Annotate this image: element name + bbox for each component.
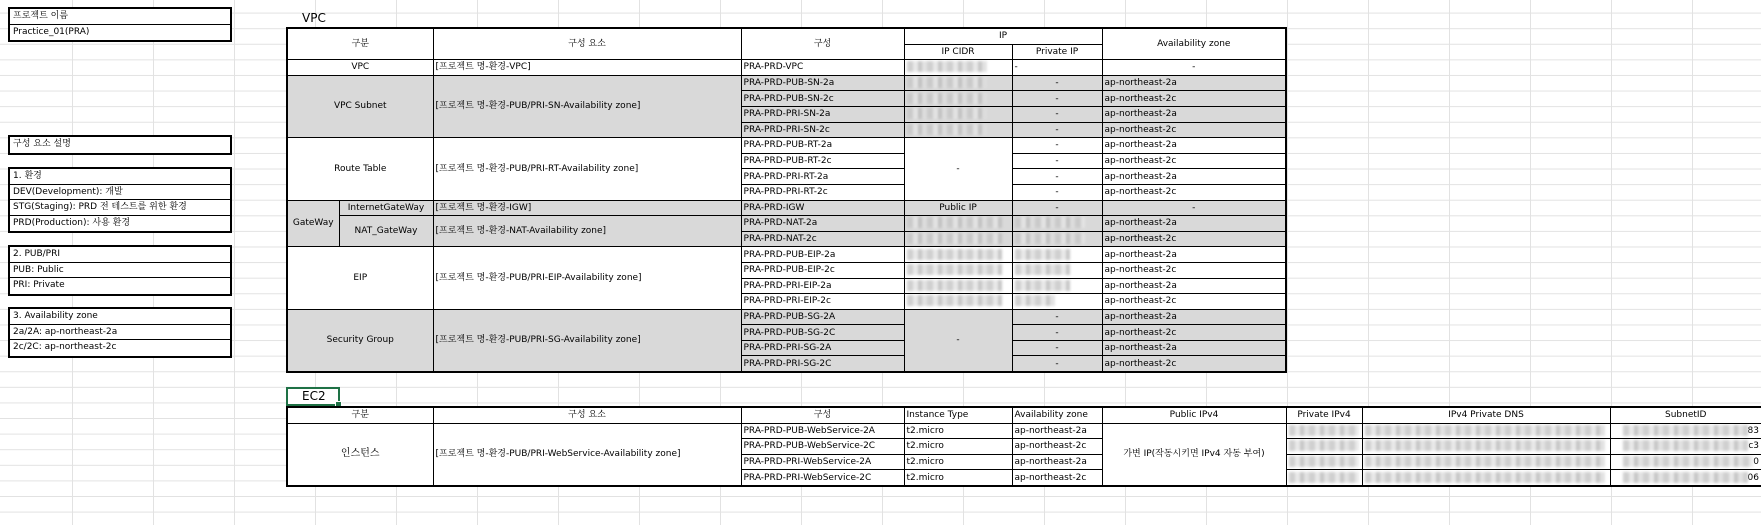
az-cell: ap-northeast-2c <box>1102 262 1286 278</box>
table-row <box>287 138 1286 154</box>
az-cell: ap-northeast-2c <box>1012 439 1102 455</box>
env-desc-3: PRD(Production): 사용 환경 <box>13 217 131 228</box>
config-cell: PRA-PRD-PUB-RT-2a <box>741 138 904 154</box>
subnet-id-cell <box>1610 454 1761 470</box>
ip-cidr-redacted <box>904 60 1012 76</box>
private-ip-redacted <box>1012 247 1102 263</box>
table-row <box>287 75 1286 91</box>
subnet-id-cell <box>1610 470 1761 486</box>
table-row <box>287 216 1286 232</box>
config-cell: PRA-PRD-IGW <box>741 200 904 216</box>
ip-cidr-redacted <box>904 247 1012 263</box>
config-cell: PRA-PRD-NAT-2a <box>741 216 904 232</box>
config-cell: PRA-PRD-PUB-SG-2C <box>741 325 904 341</box>
component-cell: [프로젝트 명-환경-VPC] <box>433 60 741 76</box>
private-ip-cell: - <box>1012 325 1102 341</box>
ip-cidr-redacted <box>904 75 1012 91</box>
ec2-header-public-ipv4: Public IPv4 <box>1102 407 1286 423</box>
az-cell: ap-northeast-2c <box>1102 153 1286 169</box>
component-cell: [프로젝트 명-환경-PUB/PRI-RT-Availability zone] <box>433 138 741 200</box>
private-ip-redacted <box>1012 262 1102 278</box>
component-desc-title-text: 구성 요소 설명 <box>13 139 71 149</box>
subnet-id-cell <box>1610 423 1761 439</box>
az-cell: - <box>1102 200 1286 216</box>
private-ip-cell: - <box>1012 184 1102 200</box>
instance-type-cell: t2.micro <box>904 423 1012 439</box>
group-igw: InternetGateWay <box>339 200 433 216</box>
private-ip-redacted <box>1012 294 1102 310</box>
config-cell: PRA-PRD-PRI-RT-2c <box>741 184 904 200</box>
private-ip-cell: - <box>1012 60 1102 76</box>
private-ip-cell: - <box>1012 309 1102 325</box>
ip-cidr-redacted <box>904 122 1012 138</box>
az-cell: ap-northeast-2a <box>1102 247 1286 263</box>
component-cell: [프로젝트 명-환경-PUB/PRI-EIP-Availability zone] <box>433 247 741 309</box>
group-security-group: Security Group <box>287 309 433 372</box>
pubpri-desc-box <box>8 245 232 296</box>
component-cell: [프로젝트 명-환경-NAT-Availability zone] <box>433 216 741 247</box>
pubpri-desc-1: PUB: Public <box>10 263 230 279</box>
config-cell: PRA-PRD-PUB-SN-2a <box>741 75 904 91</box>
config-cell: PRA-PRD-PRI-SG-2C <box>741 356 904 372</box>
az-desc-2: 2c/2C: ap-northeast-2c <box>13 342 117 353</box>
ec2-header-config: 구성 <box>741 407 904 423</box>
az-cell: ap-northeast-2c <box>1102 231 1286 247</box>
private-ip-cell: - <box>1012 153 1102 169</box>
ec2-header-az: Availability zone <box>1012 407 1102 423</box>
component-desc-title <box>8 135 232 155</box>
ip-cidr-redacted <box>904 231 1012 247</box>
env-desc-0: 1. 환경 <box>10 169 230 185</box>
group-instance: 인스턴스 <box>287 423 433 486</box>
vpc-header-az: Availability zone <box>1102 28 1286 60</box>
group-vpc-subnet: VPC Subnet <box>287 75 433 137</box>
instance-type-cell: t2.micro <box>904 439 1012 455</box>
ip-cidr-cell: - <box>904 309 1012 372</box>
private-dns-redacted <box>1362 439 1610 455</box>
ec2-table <box>286 406 1761 487</box>
group-gateway: GateWay <box>287 200 339 247</box>
group-nat: NAT_GateWay <box>339 216 433 247</box>
ec2-header-private-dns: IPv4 Private DNS <box>1362 407 1610 423</box>
vpc-header-config: 구성 <box>741 28 904 60</box>
group-eip: EIP <box>287 247 433 309</box>
ip-cidr-redacted <box>904 262 1012 278</box>
cell-selection-cursor[interactable] <box>286 387 340 406</box>
private-dns-redacted <box>1362 470 1610 486</box>
az-cell: ap-northeast-2c <box>1102 294 1286 310</box>
config-cell: PRA-PRD-PUB-SG-2A <box>741 309 904 325</box>
private-ipv4-redacted <box>1286 454 1362 470</box>
private-ipv4-redacted <box>1286 423 1362 439</box>
private-ip-cell: - <box>1012 200 1102 216</box>
instance-type-cell: t2.micro <box>904 470 1012 486</box>
component-cell: [프로젝트 명-환경-IGW] <box>433 200 741 216</box>
az-cell: ap-northeast-2a <box>1012 423 1102 439</box>
az-cell: ap-northeast-2a <box>1102 138 1286 154</box>
ec2-header-private-ipv4: Private IPv4 <box>1286 407 1362 423</box>
az-cell: ap-northeast-2a <box>1102 309 1286 325</box>
config-cell: PRA-PRD-VPC <box>741 60 904 76</box>
ip-cidr-cell: Public IP <box>904 200 1012 216</box>
az-cell: ap-northeast-2c <box>1102 91 1286 107</box>
subnet-id-tail: 06 <box>1747 472 1759 483</box>
ec2-header-category: 구분 <box>287 407 433 423</box>
ip-cidr-redacted <box>904 294 1012 310</box>
ip-cidr-redacted <box>904 278 1012 294</box>
table-row <box>287 309 1286 325</box>
az-cell: ap-northeast-2c <box>1102 325 1286 341</box>
private-ip-redacted <box>1012 278 1102 294</box>
subnet-id-tail: 0 <box>1753 457 1759 468</box>
config-cell: PRA-PRD-PUB-RT-2c <box>741 153 904 169</box>
env-desc-box <box>8 167 232 233</box>
subnet-id-cell <box>1610 439 1761 455</box>
private-ip-cell: - <box>1012 138 1102 154</box>
ec2-section-title: EC2 <box>302 389 326 403</box>
env-desc-2: STG(Staging): PRD 전 테스트를 위한 환경 <box>10 200 230 216</box>
table-row <box>287 60 1286 76</box>
private-ip-cell: - <box>1012 356 1102 372</box>
component-cell: [프로젝트 명-환경-PUB/PRI-SN-Availability zone] <box>433 75 741 137</box>
config-cell: PRA-PRD-PRI-WebService-2C <box>741 470 904 486</box>
config-cell: PRA-PRD-PRI-SN-2c <box>741 122 904 138</box>
table-row <box>287 423 1761 439</box>
az-cell: - <box>1102 60 1286 76</box>
table-row <box>287 200 1286 216</box>
project-name-label: 프로젝트 이름 <box>10 9 230 25</box>
pubpri-desc-0: 2. PUB/PRI <box>10 247 230 263</box>
config-cell: PRA-PRD-PUB-WebService-2A <box>741 423 904 439</box>
az-desc-0: 3. Availability zone <box>10 309 230 325</box>
vpc-section-title: VPC <box>302 11 326 25</box>
vpc-header-category: 구분 <box>287 28 433 60</box>
private-ip-cell: - <box>1012 122 1102 138</box>
group-route-table: Route Table <box>287 138 433 200</box>
component-cell: [프로젝트 명-환경-PUB/PRI-SG-Availability zone] <box>433 309 741 372</box>
group-vpc: VPC <box>287 60 433 76</box>
az-cell: ap-northeast-2c <box>1102 122 1286 138</box>
ip-cidr-redacted <box>904 91 1012 107</box>
az-cell: ap-northeast-2a <box>1102 169 1286 185</box>
ec2-header-component: 구성 요소 <box>433 407 741 423</box>
config-cell: PRA-PRD-PRI-WebService-2A <box>741 454 904 470</box>
az-desc-box <box>8 307 232 358</box>
vpc-header-component: 구성 요소 <box>433 28 741 60</box>
private-ip-cell: - <box>1012 169 1102 185</box>
az-cell: ap-northeast-2a <box>1102 75 1286 91</box>
az-cell: ap-northeast-2a <box>1102 278 1286 294</box>
config-cell: PRA-PRD-PRI-SN-2a <box>741 106 904 122</box>
config-cell: PRA-PRD-PRI-EIP-2a <box>741 278 904 294</box>
subnet-id-tail: c3 <box>1748 441 1759 452</box>
private-ip-cell: - <box>1012 340 1102 356</box>
vpc-header-ip: IP <box>904 28 1102 44</box>
vpc-header-ip-cidr: IP CIDR <box>904 44 1012 60</box>
private-ip-cell: - <box>1012 106 1102 122</box>
private-ip-cell: - <box>1012 75 1102 91</box>
private-ip-redacted <box>1012 231 1102 247</box>
public-ipv4-note: 가변 IP(작동시키면 IPv4 자동 부여) <box>1102 423 1286 486</box>
private-ip-redacted <box>1012 216 1102 232</box>
vpc-table <box>286 27 1287 373</box>
config-cell: PRA-PRD-PRI-RT-2a <box>741 169 904 185</box>
az-cell: ap-northeast-2a <box>1012 454 1102 470</box>
project-name-box <box>8 7 232 42</box>
az-cell: ap-northeast-2a <box>1102 106 1286 122</box>
az-cell: ap-northeast-2c <box>1102 356 1286 372</box>
pubpri-desc-2: PRI: Private <box>13 280 65 291</box>
az-desc-1: 2a/2A: ap-northeast-2a <box>10 325 230 341</box>
config-cell: PRA-PRD-PRI-SG-2A <box>741 340 904 356</box>
ec2-header-subnet-id: SubnetID <box>1610 407 1761 423</box>
project-name-value[interactable]: Practice_01(PRA) <box>13 26 90 37</box>
instance-type-cell: t2.micro <box>904 454 1012 470</box>
config-cell: PRA-PRD-NAT-2c <box>741 231 904 247</box>
config-cell: PRA-PRD-PRI-EIP-2c <box>741 294 904 310</box>
config-cell: PRA-PRD-PUB-SN-2c <box>741 91 904 107</box>
ip-cidr-cell: - <box>904 138 1012 200</box>
private-dns-redacted <box>1362 454 1610 470</box>
private-ipv4-redacted <box>1286 470 1362 486</box>
vpc-header-private-ip: Private IP <box>1012 44 1102 60</box>
config-cell: PRA-PRD-PUB-WebService-2C <box>741 439 904 455</box>
private-ipv4-redacted <box>1286 439 1362 455</box>
ip-cidr-redacted <box>904 216 1012 232</box>
private-dns-redacted <box>1362 423 1610 439</box>
ip-cidr-redacted <box>904 106 1012 122</box>
az-cell: ap-northeast-2c <box>1012 470 1102 486</box>
private-ip-cell: - <box>1012 91 1102 107</box>
az-cell: ap-northeast-2a <box>1102 216 1286 232</box>
az-cell: ap-northeast-2a <box>1102 340 1286 356</box>
ec2-header-instance-type: Instance Type <box>904 407 1012 423</box>
env-desc-1: DEV(Development): 개발 <box>10 185 230 201</box>
az-cell: ap-northeast-2c <box>1102 184 1286 200</box>
component-cell: [프로젝트 명-환경-PUB/PRI-WebService-Availability zone] <box>433 423 741 486</box>
subnet-id-tail: 83 <box>1747 425 1759 436</box>
config-cell: PRA-PRD-PUB-EIP-2c <box>741 262 904 278</box>
table-row <box>287 247 1286 263</box>
config-cell: PRA-PRD-PUB-EIP-2a <box>741 247 904 263</box>
